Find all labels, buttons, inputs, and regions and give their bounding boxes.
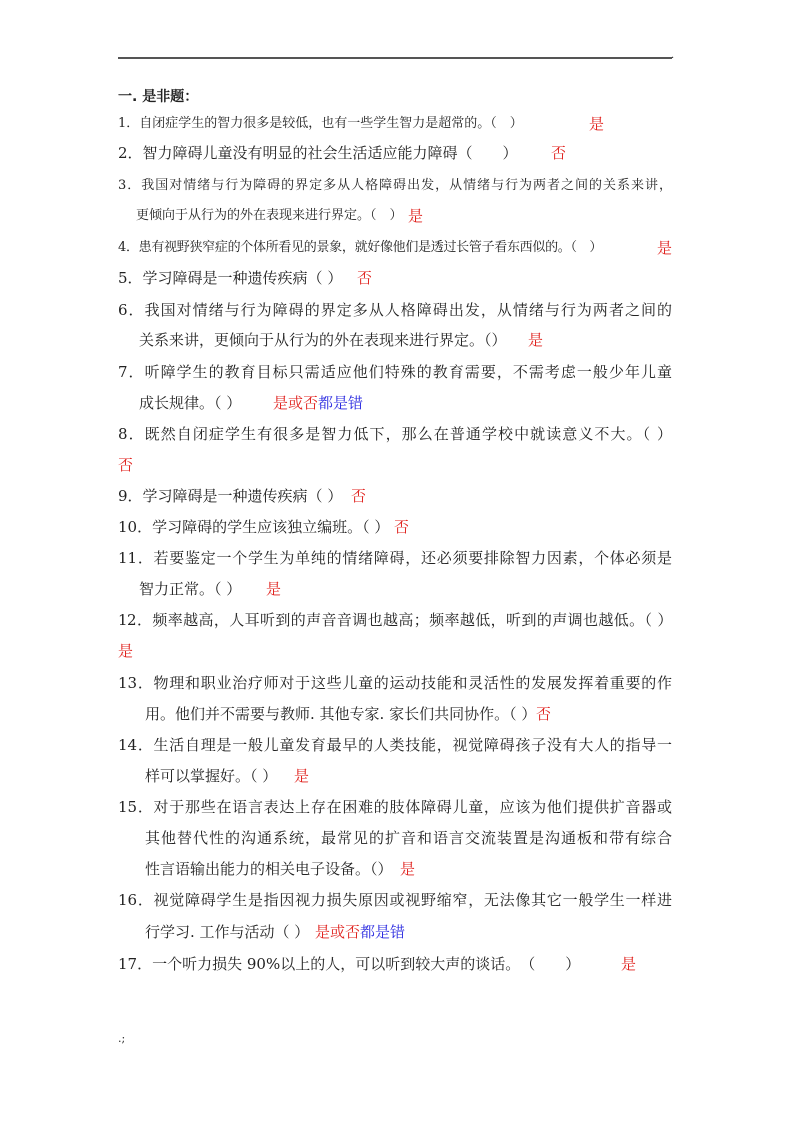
answer-17: 是 xyxy=(621,955,637,973)
question-1: 1．自闭症学生的智力很多是较低，也有一些学生智力是超常的。（ ） xyxy=(118,116,523,131)
header-mark: . xyxy=(671,50,675,61)
question-11-line-1: 11．若要鉴定一个学生为单纯的情绪障碍，还必须要排除智力因素，个体必须是 xyxy=(118,549,672,567)
question-15-line-3: 性言语输出能力的相关电子设备。（） xyxy=(145,860,393,878)
answer-2: 否 xyxy=(551,144,567,162)
question-15-line-1: 15．对于那些在语言表达上存在困难的肢体障碍儿童，应该为他们提供扩音器或 xyxy=(118,798,672,816)
answer-7-note: 都是错 xyxy=(318,394,364,412)
question-11-line-2: 智力正常。（ ） xyxy=(139,580,242,598)
answer-16-note: 都是错 xyxy=(360,923,406,941)
question-15-line-2: 其他替代性的沟通系统，最常见的扩音和语言交流装置是沟通板和带有综合 xyxy=(145,829,672,847)
question-9: 9．学习障碍是一种遗传疾病（ ） xyxy=(118,487,343,505)
answer-3: 是 xyxy=(408,207,424,225)
answer-8: 否 xyxy=(118,456,134,474)
answer-14: 是 xyxy=(294,767,310,785)
answer-7-yes: 是 xyxy=(273,394,289,412)
answer-16-no: 否 xyxy=(345,923,361,941)
question-12: 12．频率越高，人耳听到的声音音调也越高；频率越低，听到的声调也越低。（ ） xyxy=(118,611,672,629)
question-4: 4．患有视野狭窄症的个体所看见的景象，就好像他们是透过长管子看东西似的。（ ） xyxy=(118,240,603,255)
question-16-line-2: 行学习. 工作与活动（ ） xyxy=(145,923,310,941)
answer-1: 是 xyxy=(589,115,605,133)
answer-6: 是 xyxy=(528,331,544,349)
question-16-line-1: 16．视觉障碍学生是指因视力损失原因或视野缩窄，无法像其它一般学生一样进 xyxy=(118,891,672,909)
answer-5: 否 xyxy=(357,269,373,287)
answer-9: 否 xyxy=(351,487,367,505)
footer-mark: .; xyxy=(118,1032,126,1045)
question-14-line-1: 14．生活自理是一般儿童发育最早的人类技能，视觉障碍孩子没有大人的指导一 xyxy=(118,736,672,754)
question-7-line-2: 成长规律。（ ） xyxy=(139,394,242,412)
question-6-line-2: 关系来讲，更倾向于从行为的外在表现来进行界定。（） xyxy=(139,331,507,349)
answer-16 xyxy=(315,922,405,942)
question-13-line-1: 13．物理和职业治疗师对于这些儿童的运动技能和灵活性的发展发挥着重要的作 xyxy=(118,674,672,692)
question-10: 10．学习障碍的学生应该独立编班。（ ） xyxy=(118,518,390,536)
answer-13: 否 xyxy=(536,705,552,723)
answer-16-yes: 是 xyxy=(315,923,331,941)
question-14-line-2: 样可以掌握好。（ ） xyxy=(145,767,278,785)
answer-11: 是 xyxy=(266,580,282,598)
answer-4: 是 xyxy=(657,239,673,257)
question-3-line-1: 3．我国对情绪与行为障碍的界定多从人格障碍出发，从情绪与行为两者之间的关系来讲， xyxy=(118,178,672,193)
question-17: 17．一个听力损失 90%以上的人，可以听到较大声的谈话。 （ ） xyxy=(118,955,581,973)
question-7-line-1: 7．听障学生的教育目标只需适应他们特殊的教育需要，不需考虑一般少年儿童 xyxy=(118,363,672,381)
question-6-line-1: 6．我国对情绪与行为障碍的界定多从人格障碍出发，从情绪与行为两者之间的 xyxy=(118,301,672,319)
answer-16-or: 或 xyxy=(330,923,346,941)
answer-7-no: 否 xyxy=(303,394,319,412)
question-8: 8．既然自闭症学生有很多是智力低下，那么在普通学校中就读意义不大。（ ） xyxy=(118,425,672,443)
answer-7-or: 或 xyxy=(288,394,304,412)
question-13-line-2: 用。他们并不需要与教师. 其他专家. 家长们共同协作。（ ） xyxy=(145,705,537,723)
question-3-line-2: 更倾向于从行为的外在表现来进行界定。（ ） xyxy=(136,208,403,223)
answer-15: 是 xyxy=(400,860,416,878)
answer-12: 是 xyxy=(118,642,134,660)
answer-10: 否 xyxy=(394,518,410,536)
section-title: 一. 是非题： xyxy=(118,89,199,105)
answer-7 xyxy=(273,393,363,413)
question-5: 5．学习障碍是一种遗传疾病（ ） xyxy=(118,269,343,287)
question-2: 2．智力障碍儿童没有明显的社会生活适应能力障碍（ ） xyxy=(118,144,518,162)
header-rule xyxy=(118,57,672,59)
